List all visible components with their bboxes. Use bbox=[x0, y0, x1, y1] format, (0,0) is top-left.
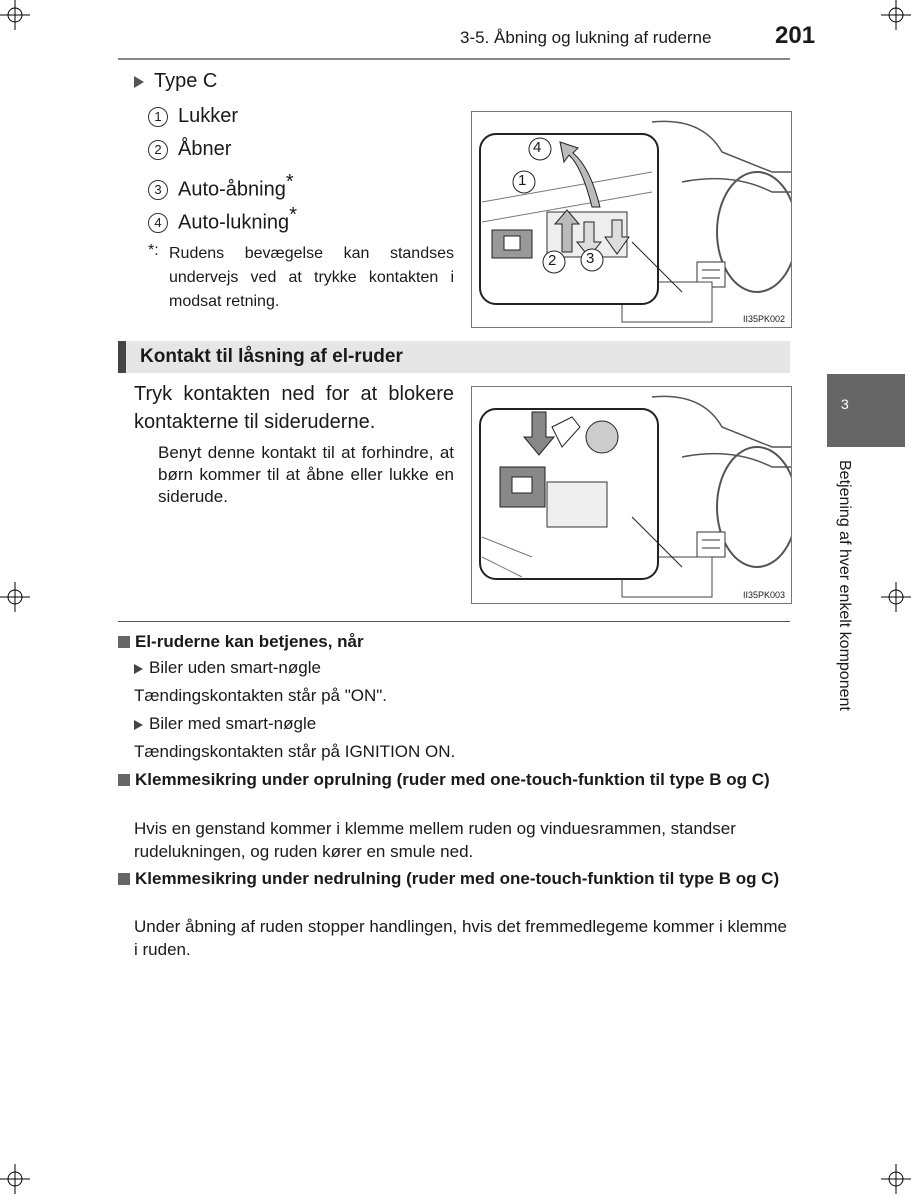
note-heading bbox=[118, 631, 790, 653]
figure-code: II35PK003 bbox=[742, 590, 785, 600]
window-switch-drawing bbox=[472, 112, 791, 327]
section-title: Kontakt til låsning af el-ruder bbox=[140, 346, 403, 367]
list-item bbox=[148, 204, 297, 235]
list-item-label: Lukker bbox=[178, 105, 239, 127]
square-bullet-icon bbox=[118, 873, 130, 885]
chapter-tab bbox=[827, 374, 905, 447]
bullet-triangle-icon bbox=[134, 664, 143, 674]
type-c-heading bbox=[134, 70, 217, 93]
header-section-title: 3-5. Åbning og lukning af ruderne bbox=[460, 28, 712, 47]
note-heading-text: Klemmesikring under oprulning (ruder med one-touch-funktion til type B og C) bbox=[135, 770, 770, 789]
note-heading bbox=[118, 868, 790, 890]
bullet-triangle-icon bbox=[134, 76, 144, 88]
registration-mark-icon bbox=[0, 582, 30, 612]
lock-switch-illustration bbox=[471, 386, 792, 604]
note-heading-text: Klemmesikring under nedrulning (ruder med one-touch-funktion til type B og C) bbox=[135, 869, 780, 888]
section-heading-bar bbox=[118, 341, 790, 373]
list-item bbox=[148, 105, 238, 128]
note-text: Under åbning af ruden stopper handlingen, hvis det fremmedlegeme kommer i klemme i ruden. bbox=[134, 917, 787, 959]
note-text: Hvis en genstand kommer i klemme mellem ruden og vinduesrammen, standser rudelukningen, og ruden kører en smule ned. bbox=[134, 819, 736, 861]
list-item-label: Auto-åbning bbox=[178, 178, 286, 201]
square-bullet-icon bbox=[118, 774, 130, 786]
sub-heading-text: Biler uden smart-nøgle bbox=[149, 658, 321, 677]
registration-mark-icon bbox=[0, 0, 30, 30]
callout-number: 4 bbox=[533, 139, 542, 156]
asterisk: * bbox=[285, 171, 294, 193]
section-divider bbox=[118, 621, 790, 622]
list-item bbox=[148, 138, 231, 161]
figure-code: II35PK002 bbox=[742, 314, 785, 324]
list-item bbox=[148, 171, 294, 202]
note-heading bbox=[118, 769, 790, 791]
type-c-heading-text: Type C bbox=[154, 70, 218, 92]
footnote-text: Rudens bevægelse kan standses undervejs ved at trykke kontakten i modsat retning. bbox=[169, 245, 454, 310]
window-switch-illustration bbox=[471, 111, 792, 328]
square-bullet-icon bbox=[118, 636, 130, 648]
note-text: Tændingskontakten står på IGNITION ON. bbox=[134, 742, 456, 761]
callout-number: 2 bbox=[148, 140, 168, 160]
callout-number: 3 bbox=[586, 250, 595, 267]
callout-number: 4 bbox=[148, 213, 168, 233]
sub-heading bbox=[134, 656, 790, 679]
note-heading-text: El-ruderne kan betjenes, når bbox=[135, 632, 364, 651]
page-number: 201 bbox=[775, 22, 816, 49]
registration-mark-icon bbox=[881, 582, 911, 612]
callout-number: 3 bbox=[148, 180, 168, 200]
registration-mark-icon bbox=[881, 0, 911, 30]
callout-number: 1 bbox=[518, 172, 527, 189]
sub-heading bbox=[134, 712, 790, 735]
registration-mark-icon bbox=[881, 1164, 911, 1194]
lock-switch-drawing bbox=[472, 387, 791, 603]
callout-number: 1 bbox=[148, 107, 168, 127]
asterisk: * bbox=[289, 204, 297, 226]
section-note: Benyt denne kontakt til at forhindre, at børn kommer til at åbne eller lukke en siderude. bbox=[158, 443, 454, 506]
note-text: Tændingskontakten står på "ON". bbox=[134, 686, 388, 705]
chapter-title: Betjening af hver enkelt komponent bbox=[836, 460, 853, 711]
list-item-label: Åbner bbox=[178, 138, 232, 160]
chapter-number: 3 bbox=[841, 396, 849, 412]
footnote-marker: *: bbox=[148, 242, 159, 259]
sub-heading-text: Biler med smart-nøgle bbox=[149, 714, 317, 733]
registration-mark-icon bbox=[0, 1164, 30, 1194]
callout-number: 2 bbox=[548, 252, 557, 269]
section-intro: Tryk kontakten ned for at blokere kontakterne til sideruderne. bbox=[134, 383, 454, 433]
bullet-triangle-icon bbox=[134, 720, 143, 730]
list-item-label: Auto-lukning bbox=[178, 211, 290, 234]
header-divider bbox=[118, 58, 790, 60]
